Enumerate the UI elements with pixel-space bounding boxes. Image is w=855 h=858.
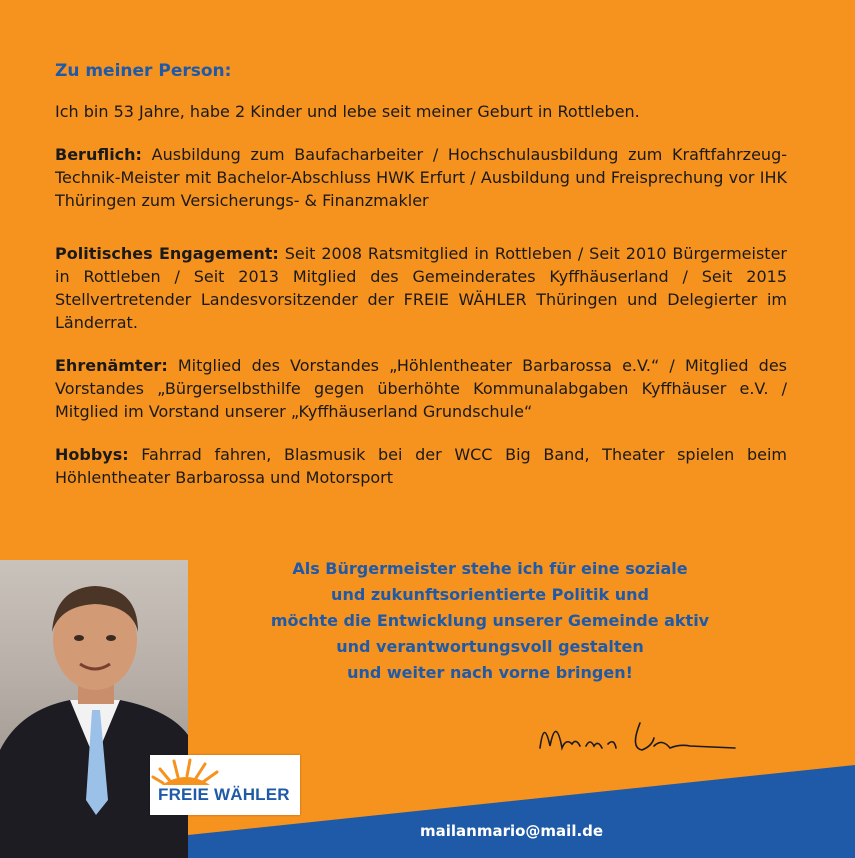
paragraph-politik	[55, 242, 787, 334]
paragraph-label: Ehrenämter:	[55, 356, 168, 375]
quote-line: und zukunftsorientierte Politik und	[331, 585, 649, 604]
quote-line: möchte die Entwicklung unserer Gemeinde aktiv	[270, 611, 710, 630]
paragraph-ehrenaemter	[55, 354, 787, 423]
paragraph-hobbys	[55, 443, 787, 489]
profile-text	[55, 60, 787, 509]
intro-paragraph: Ich bin 53 Jahre, habe 2 Kinder und lebe seit meiner Geburt in Rottleben.	[55, 102, 640, 121]
paragraph-text: Seit 2008 Ratsmitglied in Rottleben / Seit 2010 Bürgermeister in Rottleben / Seit 2013 Mitglied des Gemeinderates Kyffhäuserland / Seit 2015 Stellvertretender Landesvorsitzender der FREIE WÄHLER Thüringen und Delegierter im Länderrat.	[55, 244, 788, 332]
signature-icon	[530, 708, 750, 768]
logo-text: FREIE WÄHLER	[158, 785, 290, 804]
quote-line: und verantwortungsvoll gestalten	[336, 637, 644, 656]
section-heading: Zu meiner Person:	[55, 61, 232, 81]
paragraph-beruflich	[55, 143, 787, 212]
paragraph-label: Beruflich:	[55, 145, 142, 164]
campaign-quote	[240, 556, 740, 686]
paragraph-label: Politisches Engagement:	[55, 244, 279, 263]
paragraph-text: Fahrrad fahren, Blasmusik bei der WCC Big Band, Theater spielen beim Höhlentheater Barbarossa und Motorsport	[55, 445, 787, 487]
paragraph-text: Mitglied des Vorstandes „Höhlentheater Barbarossa e.V.“ / Mitglied des Vorstandes „Bürgerselbsthilfe gegen überhöhte Kommunalabgaben Kyffhäuser e.V. / Mitglied im Vorstand unserer „Kyffhäuserland Grundschule“	[55, 356, 787, 421]
paragraph-label: Hobbys:	[55, 445, 129, 464]
email-link[interactable]: mailanmario@mail.de	[420, 822, 604, 840]
paragraph-text: Ausbildung zum Baufacharbeiter / Hochschulausbildung zum Kraftfahrzeug-Technik-Meister mit Bachelor-Abschluss HWK Erfurt / Ausbildung und Freisprechung vor IHK Thüringen zum Versicherungs- & Finanzmakler	[55, 145, 787, 210]
quote-line: Als Bürgermeister stehe ich für eine soziale	[292, 559, 688, 578]
freie-waehler-logo	[150, 755, 300, 815]
quote-line: und weiter nach vorne bringen!	[347, 663, 633, 682]
